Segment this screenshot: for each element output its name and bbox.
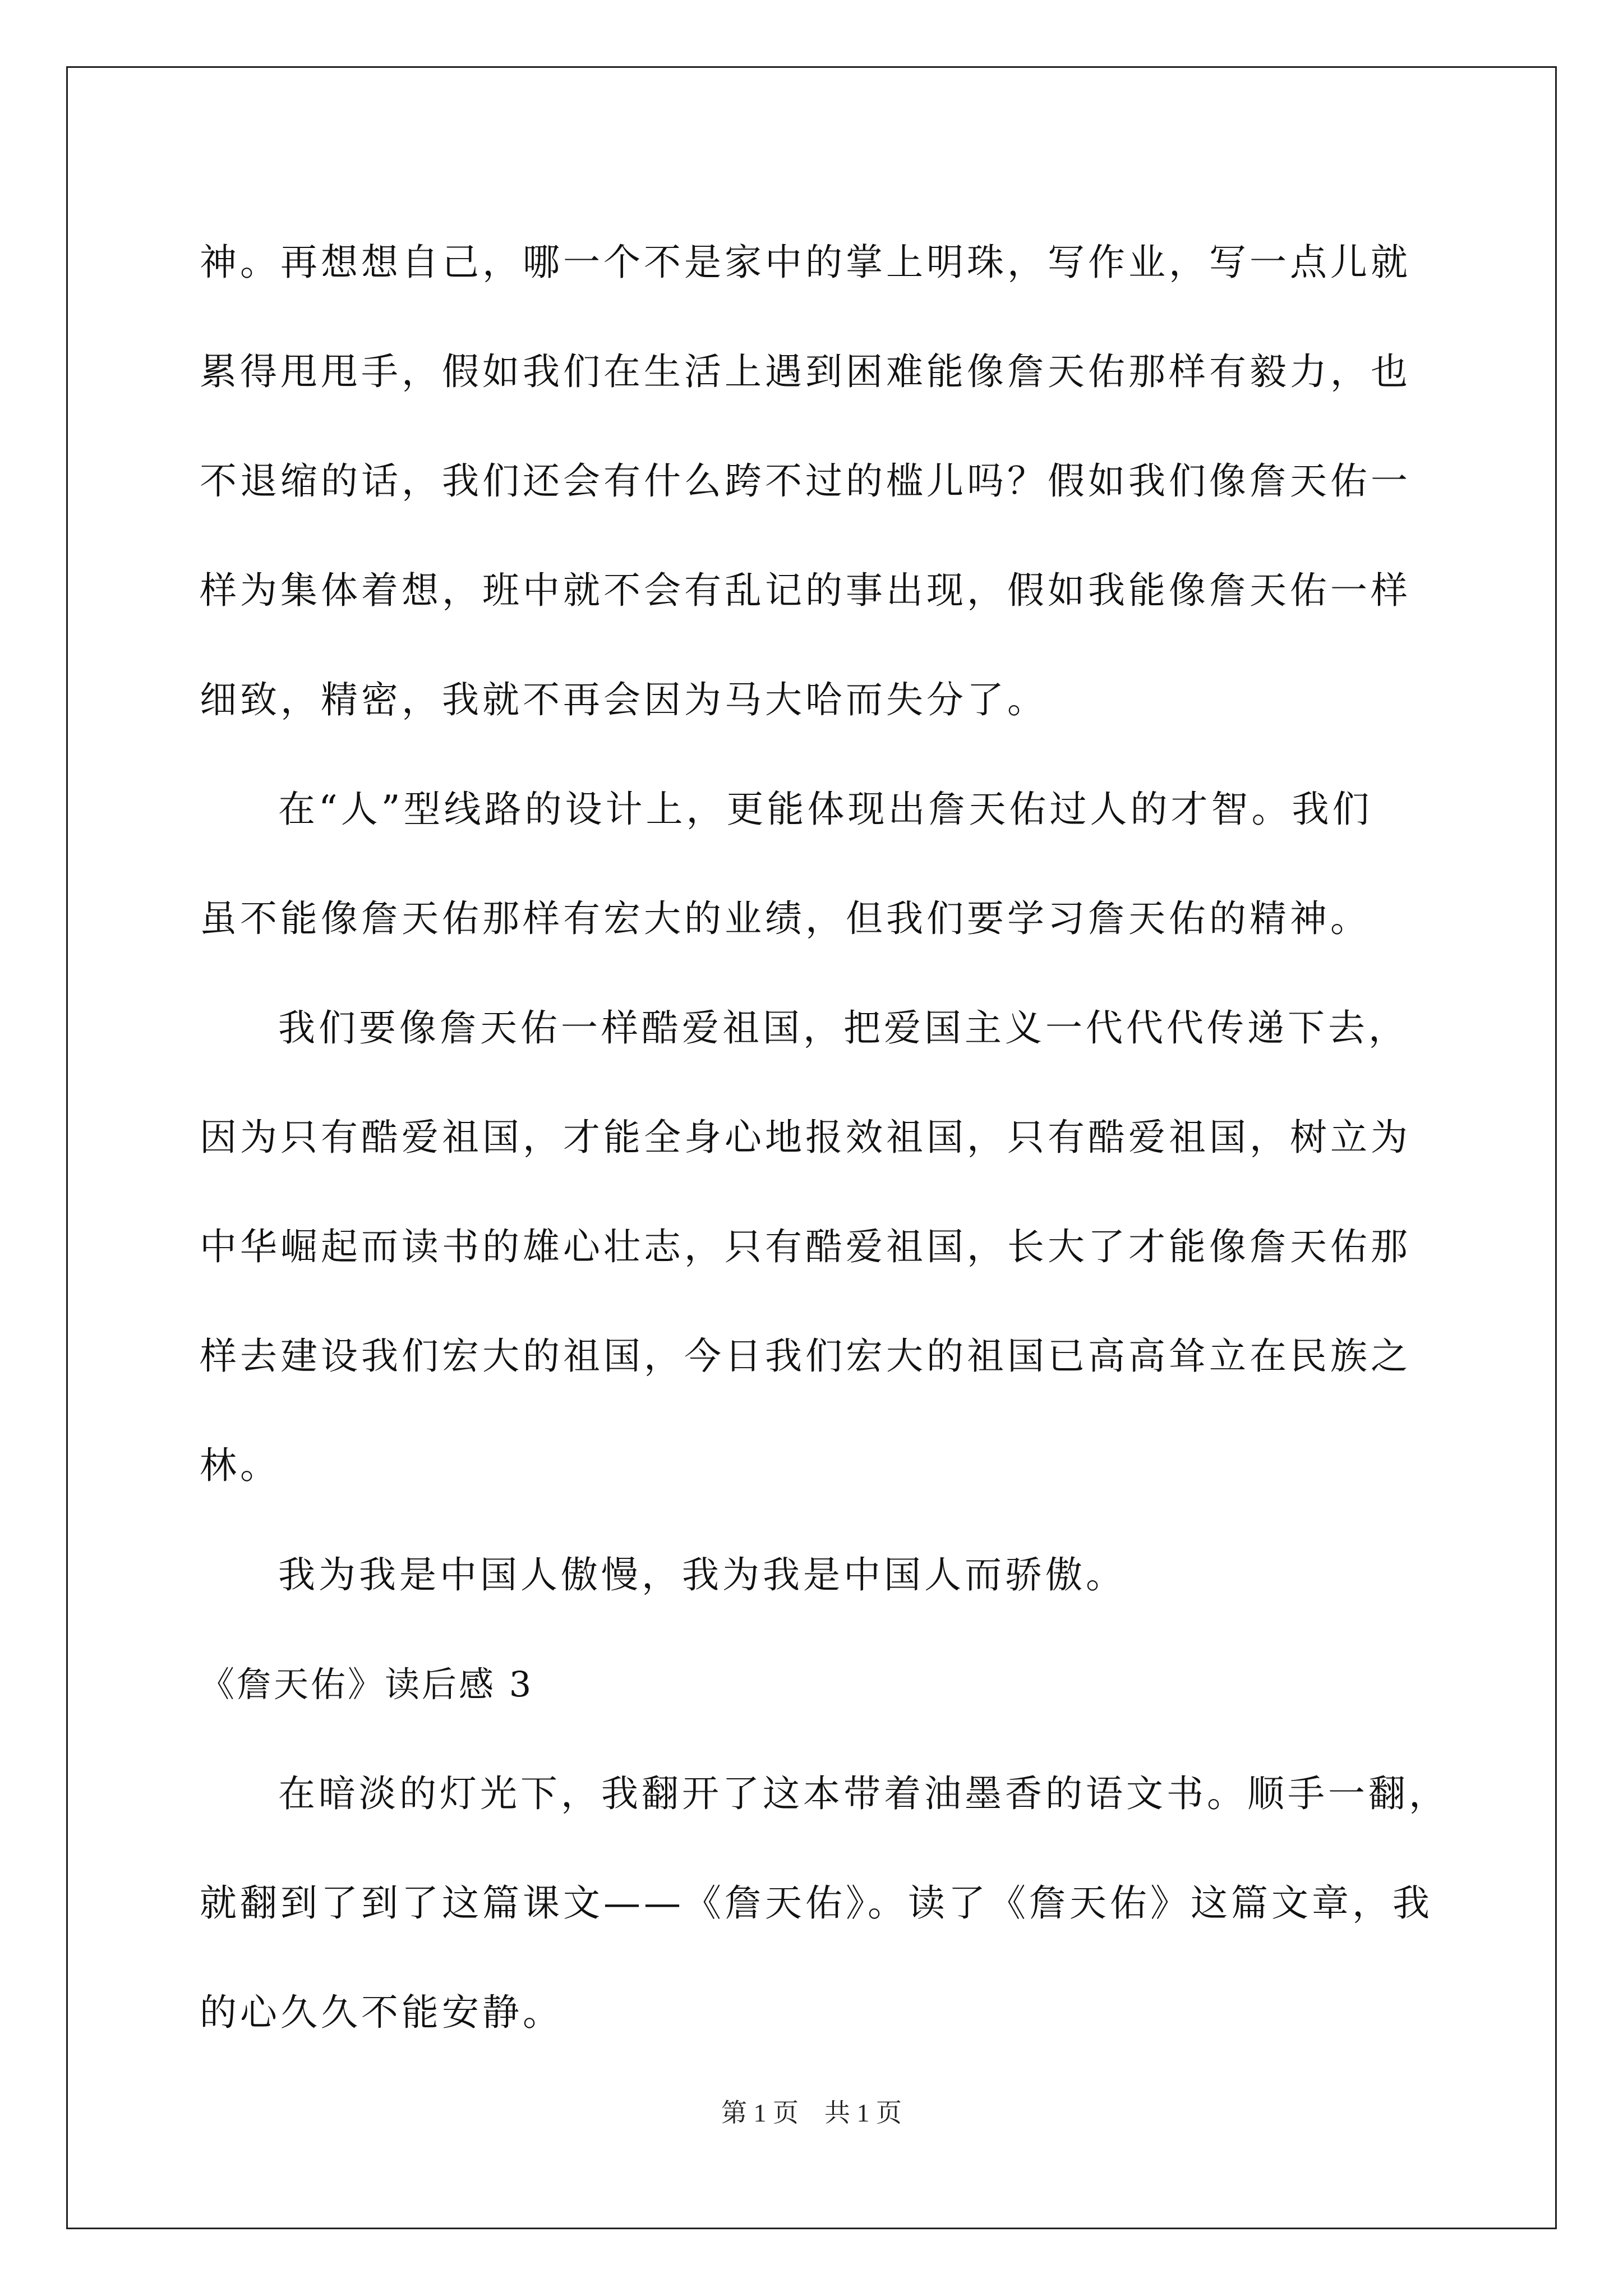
paragraph-line: 在暗淡的灯光下，我翻开了这本带着油墨香的语文书。顺手一翻， bbox=[278, 1772, 1449, 1815]
paragraph-line: 虽不能像詹天佑那样有宏大的业绩，但我们要学习詹天佑的精神。 bbox=[200, 897, 1371, 940]
paragraph-line: 细致，精密，我就不再会因为马大哈而失分了。 bbox=[200, 678, 1048, 721]
section-heading: 《詹天佑》读后感 3 bbox=[200, 1664, 534, 1705]
paragraph-line: 我为我是中国人傲慢，我为我是中国人而骄傲。 bbox=[278, 1553, 1126, 1596]
paragraph-line: 中华崛起而读书的雄心壮志，只有酷爱祖国，长大了才能像詹天佑那 bbox=[200, 1225, 1411, 1268]
document-body bbox=[200, 208, 1449, 2067]
paragraph-line: 的心久久不能安静。 bbox=[200, 1991, 563, 2034]
paragraph-line: 林。 bbox=[200, 1444, 280, 1487]
paragraph-line: 神。再想想自己，哪一个不是家中的掌上明珠，写作业，写一点儿就 bbox=[200, 241, 1411, 284]
paragraph-line: 在“人”型线路的设计上，更能体现出詹天佑过人的才智。我们 bbox=[278, 788, 1373, 831]
paragraph-line: 我们要像詹天佑一样酷爱祖国，把爱国主义一代代代传递下去， bbox=[278, 1006, 1409, 1050]
page-number: 第 1 页 共 1 页 bbox=[721, 2099, 902, 2127]
paragraph-line: 就翻到了到了这篇课文——《詹天佑》。读了《詹天佑》这篇文章，我 bbox=[200, 1881, 1433, 1925]
paragraph-line: 样为集体着想，班中就不会有乱记的事出现，假如我能像詹天佑一样 bbox=[200, 569, 1411, 612]
paragraph-line: 累得甩甩手，假如我们在生活上遇到困难能像詹天佑那样有毅力，也 bbox=[200, 350, 1411, 393]
page-footer bbox=[0, 2092, 1623, 2129]
paragraph-line: 因为只有酷爱祖国，才能全身心地报效祖国，只有酷爱祖国，树立为 bbox=[200, 1116, 1411, 1159]
paragraph-line: 不退缩的话，我们还会有什么跨不过的槛儿吗？假如我们像詹天佑一 bbox=[200, 459, 1411, 503]
paragraph-line: 样去建设我们宏大的祖国，今日我们宏大的祖国已高高耸立在民族之 bbox=[200, 1335, 1411, 1378]
